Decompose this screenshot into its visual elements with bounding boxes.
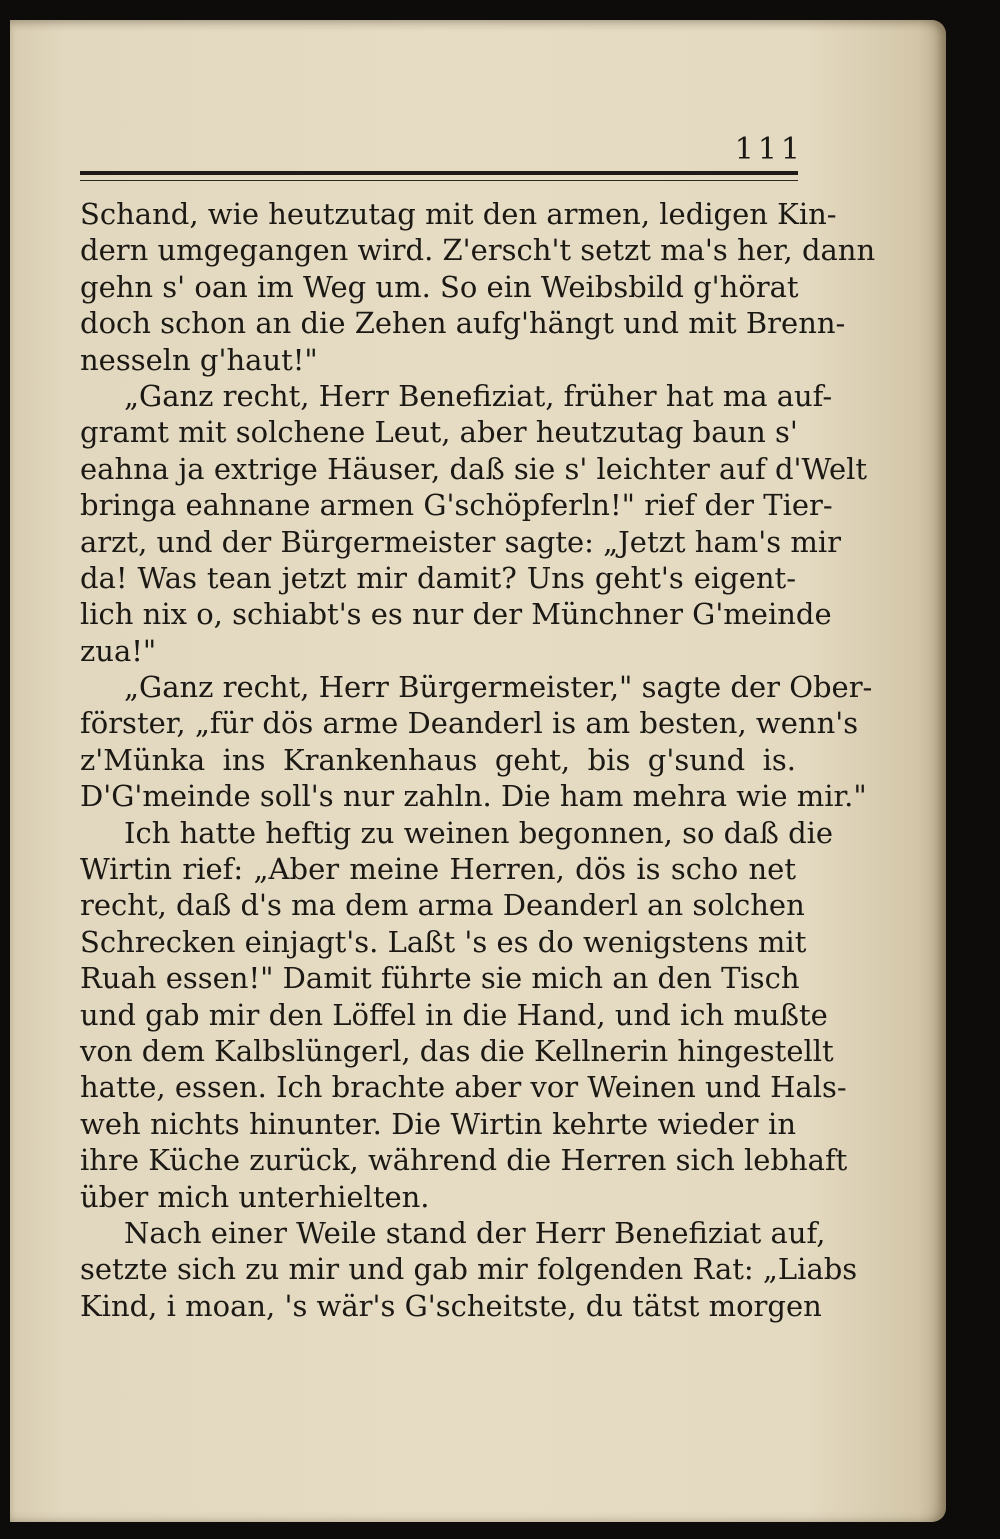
text-line: Nach einer Weile stand der Herr Benefiziat auf, [124,1215,826,1250]
text-line: arzt, und der Bürgermeister sagte: „Jetzt ham's mir [80,524,841,559]
text-line: eahna ja extrige Häuser, daß sie s' leichter auf d'Welt [80,451,868,486]
text-line: Kind, i moan, 's wär's G'scheitste, du tätst morgen [80,1288,822,1323]
body-text [80,196,876,1324]
text-line: Ich hatte heftig zu weinen begonnen, so daß die [124,815,834,850]
text-line: dern umgegangen wird. Z'ersch't setzt ma's her, dann [80,233,876,268]
text-line: D'G'meinde soll's nur zahln. Die ham mehra wie mir." [80,779,867,814]
text-line: förster, „für dös arme Deanderl is am besten, wenn's [80,706,859,741]
text-line: gramt mit solchene Leut, aber heutzutag baun s' [80,415,798,450]
text-line: z'Münka ins Krankenhaus geht, bis g'sund is. [80,742,796,777]
text-line: weh nichts hinunter. Die Wirtin kehrte wieder in [80,1106,796,1141]
text-line: Ruah essen!" Damit führte sie mich an den Tisch [80,961,800,996]
text-line: Schand, wie heutzutag mit den armen, ledigen Kin- [80,197,837,231]
text-line: lich nix o, schiabt's es nur der Münchner G'meinde [80,597,832,632]
header-rule-thin [80,180,798,181]
text-line: setzte sich zu mir und gab mir folgenden Rat: „Liabs [80,1252,858,1287]
text-line: über mich unterhielten. [80,1179,430,1214]
header-rule [80,171,798,175]
text-line: „Ganz recht, Herr Benefiziat, früher hat ma auf- [124,378,833,413]
text-line: Wirtin rief: „Aber meine Herren, dös is scho net [80,852,796,887]
book-page [10,20,946,1522]
text-line: da! Was tean jetzt mir damit? Uns geht's eigent- [80,560,796,595]
text-line: gehn s' oan im Weg um. So ein Weibsbild g'hörat [80,269,799,304]
text-line: von dem Kalbslüngerl, das die Kellnerin hingestellt [80,1033,834,1068]
text-line: nesseln g'haut!" [80,342,318,377]
text-line: ihre Küche zurück, während die Herren sich lebhaft [80,1143,848,1178]
text-line: recht, daß d's ma dem arma Deanderl an solchen [80,888,805,923]
text-line: hatte, essen. Ich brachte aber vor Weinen und Hals- [80,1070,847,1105]
text-line: zua!" [80,633,157,668]
text-line: bringa eahnane armen G'schöpferln!" rief der Tier- [80,488,833,523]
text-line: und gab mir den Löffel in die Hand, und ich mußte [80,997,828,1032]
text-line: Schrecken einjagt's. Laßt 's es do wenigstens mit [80,924,807,959]
page-number: 111 [734,132,804,167]
text-line: „Ganz recht, Herr Bürgermeister," sagte der Ober- [124,670,873,705]
text-line: doch schon an die Zehen aufg'hängt und mit Brenn- [80,306,846,341]
